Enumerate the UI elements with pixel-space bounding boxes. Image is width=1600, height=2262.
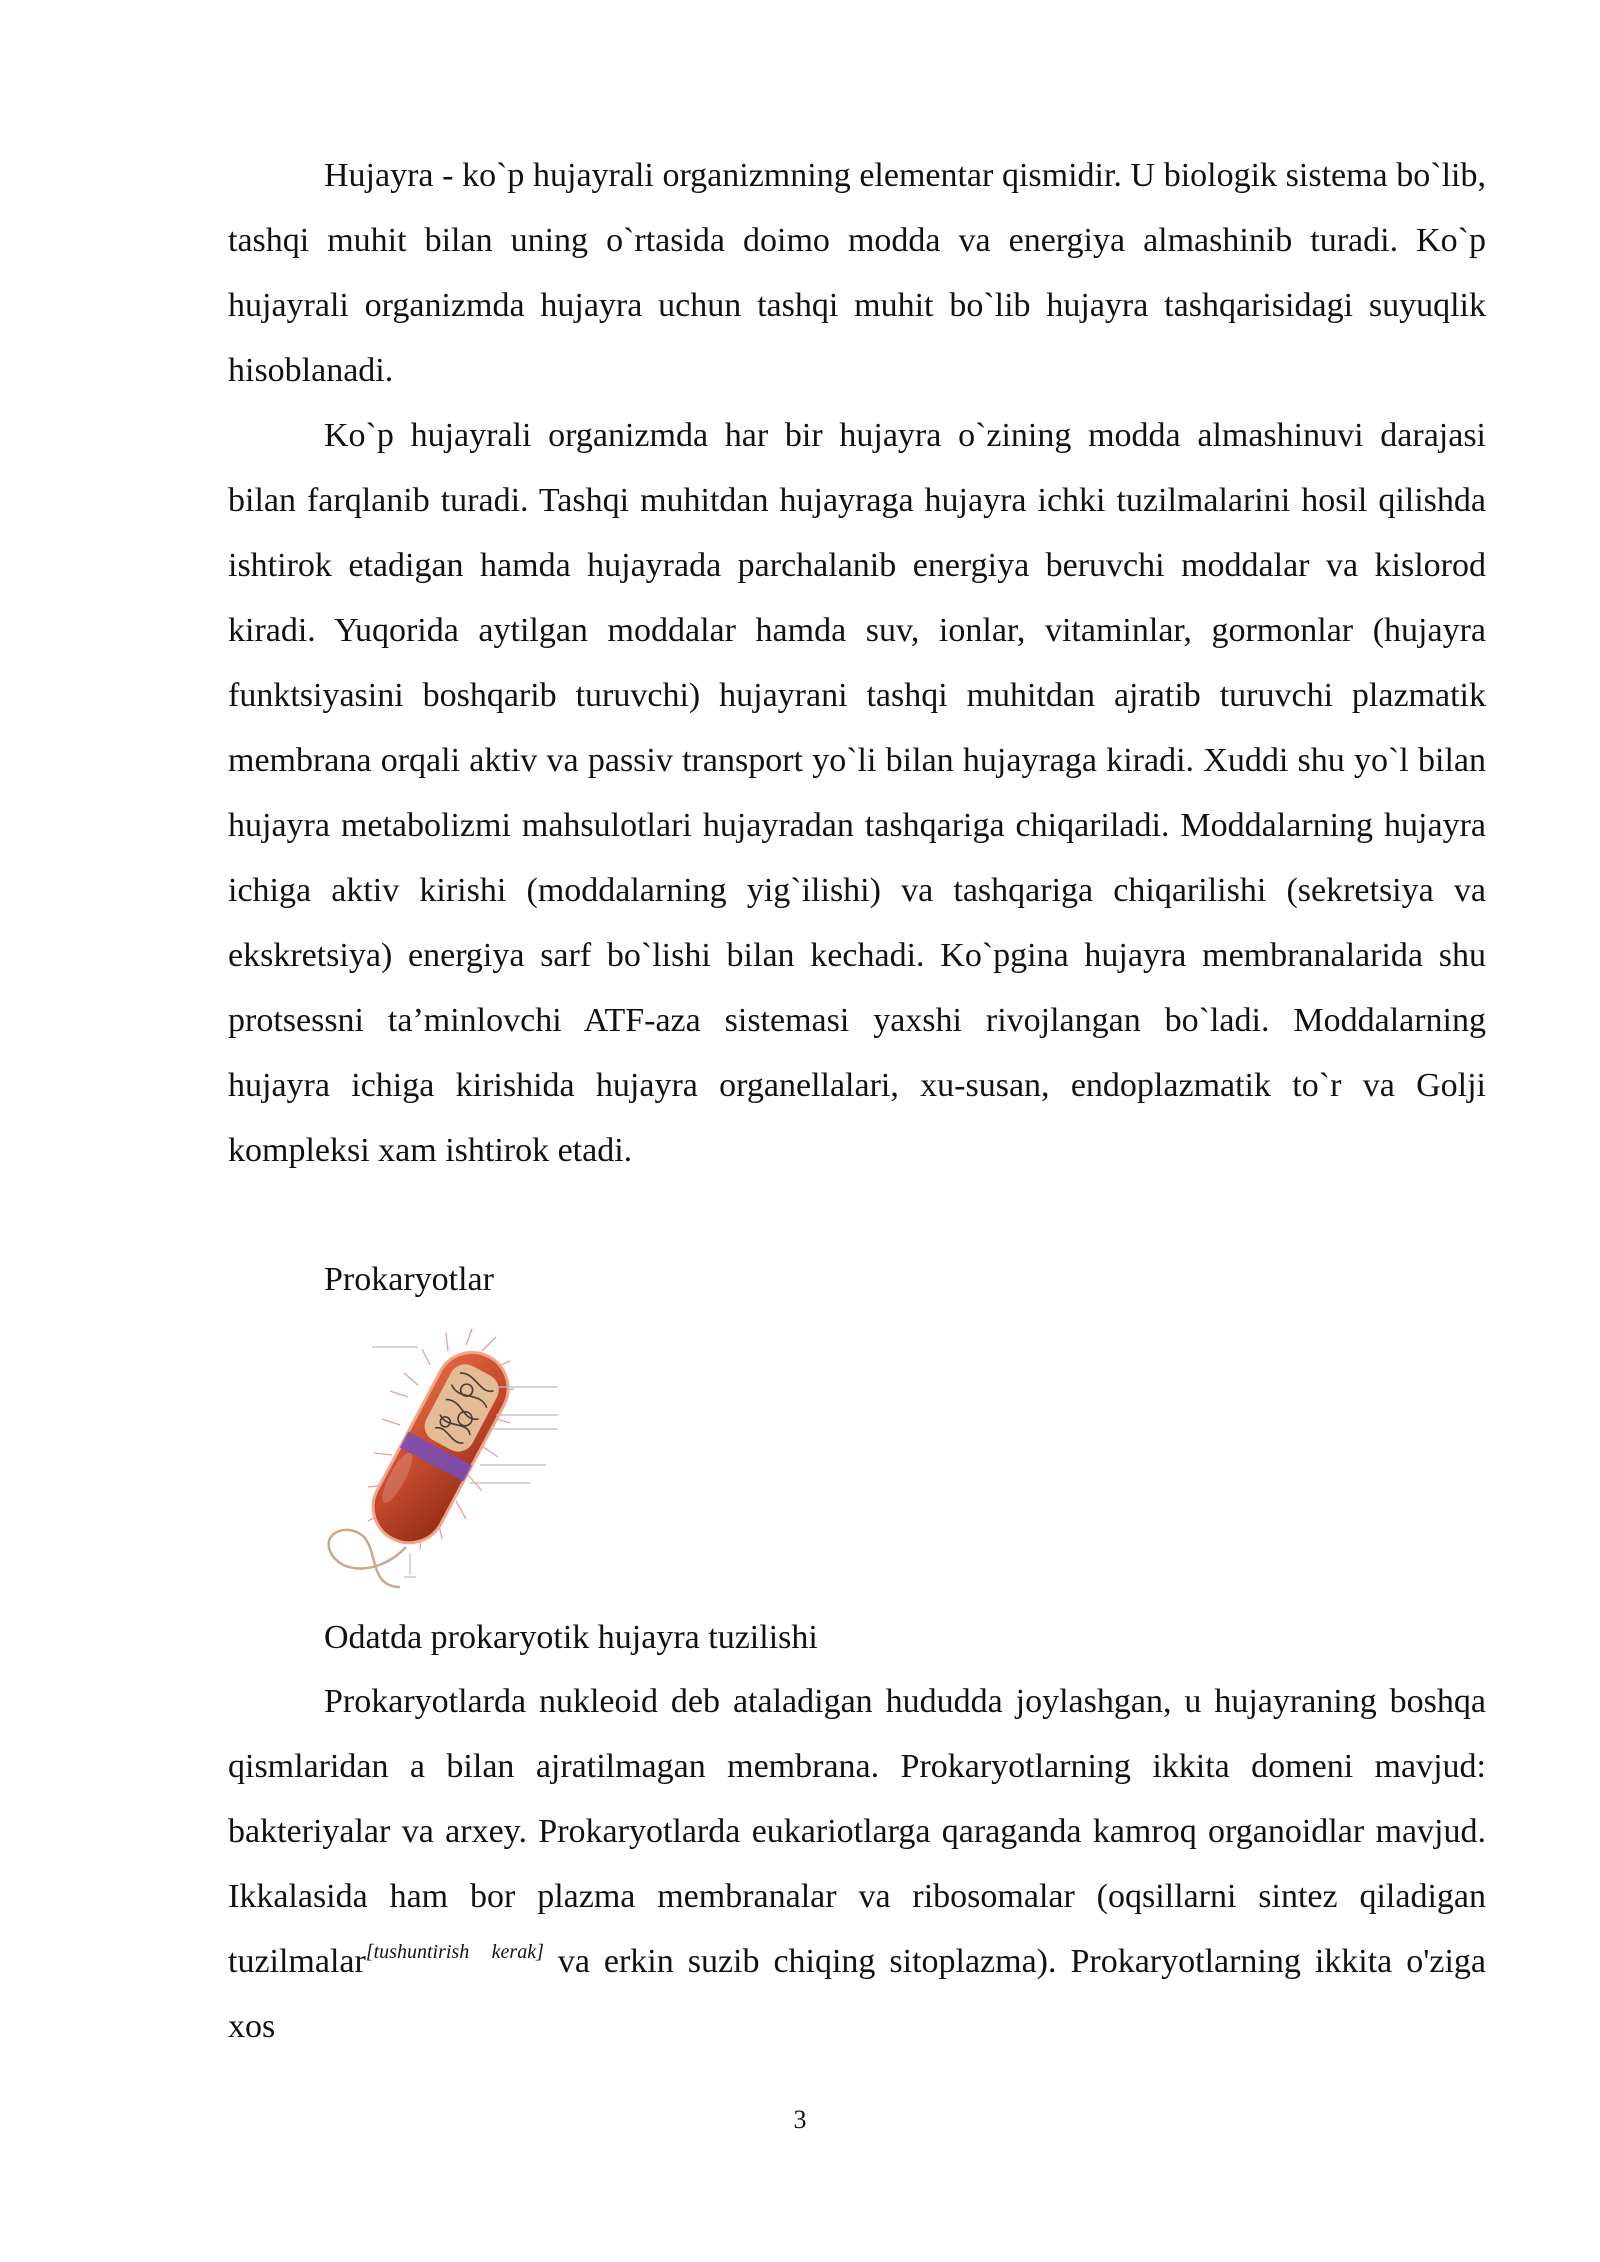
section-heading-prokaryotlar: Prokaryotlar — [324, 1261, 494, 1298]
paragraph-1: Hujayra - ko`p hujayrali organizmning elementar qismidir. U biologik sistema bo`lib, tashqi muhit bilan uning o`rtasida doimo modda va energiya almashinib turadi. Ko`p hujayrali organizmda hujayra uchun tashqi muhit bo`lib hujayra tashqarisidagi suyuqlik hisoblanadi. — [228, 157, 1486, 389]
figure-caption: Odatda prokaryotik hujayra tuzilishi — [324, 1619, 818, 1656]
body-text-top — [228, 143, 1486, 1183]
body-text-bottom — [228, 1669, 1486, 2059]
paragraph-3 — [228, 1669, 1486, 2059]
paragraph-3-continuation: va erkin suzib chiqing sitoplazma). Prokaryotlarning ikkita o'ziga xos — [228, 1943, 1486, 2045]
prokaryotic-cell-illustration — [320, 1325, 570, 1595]
page-number: 3 — [793, 2105, 807, 2134]
paragraph-2: Ko`p hujayrali organizmda har bir hujayra o`zining modda almashinuvi darajasi bilan farqlanib turadi. Tashqi muhitdan hujayraga hujayra ichki tuzilmalarini hosil qilishda ishtirok etadigan hamda hujayrada parchalanib energiya beruvchi moddalar va kislorod kiradi. Yuqorida aytilgan moddalar hamda suv, ionlar, vitaminlar, gormonlar (hujayra funktsiyasini boshqarib turuvchi) hujayrani tashqi muhitdan ajratib turuvchi plazmatik membrana orqali aktiv va passiv transport yo`li bilan hujayraga kiradi. Xuddi shu yo`l bilan hujayra metabolizmi mahsulotlari hujayradan tashqariga chiqariladi. Moddalarning hujayra ichiga aktiv kirishi (moddalarning yig`ilishi) va tashqariga chiqarilishi (sekretsiya va ekskretsiya) energiya sarf bo`lishi bilan kechadi. Ko`pgina hujayra membranalarida shu protsessni ta’minlovchi ATF-aza sistemasi yaxshi rivojlangan bo`ladi. Moddalarning hujayra ichiga kirishida hujayra organellalari, xu-susan, endoplazmatik to`r va Golji kompleksi xam ishtirok etadi. — [228, 417, 1486, 1169]
citation-note[interactable]: [tushuntirish kerak] — [365, 1941, 544, 1963]
paragraph-3-text: Prokaryotlarda nukleoid deb ataladigan hududda joylashgan, u hujayraning boshqa qismlaridan a bilan ajratilmagan membrana. Prokaryotlarning ikkita domeni mavjud: bakteriyalar va arxey. Prokaryotlarda eukariotlarga qaraganda kamroq organoidlar mavjud. Ikkalasida ham bor plazma membranalar va ribosomalar (oqsillarni sintez qiladigan tuzilmalar — [228, 1683, 1486, 1980]
